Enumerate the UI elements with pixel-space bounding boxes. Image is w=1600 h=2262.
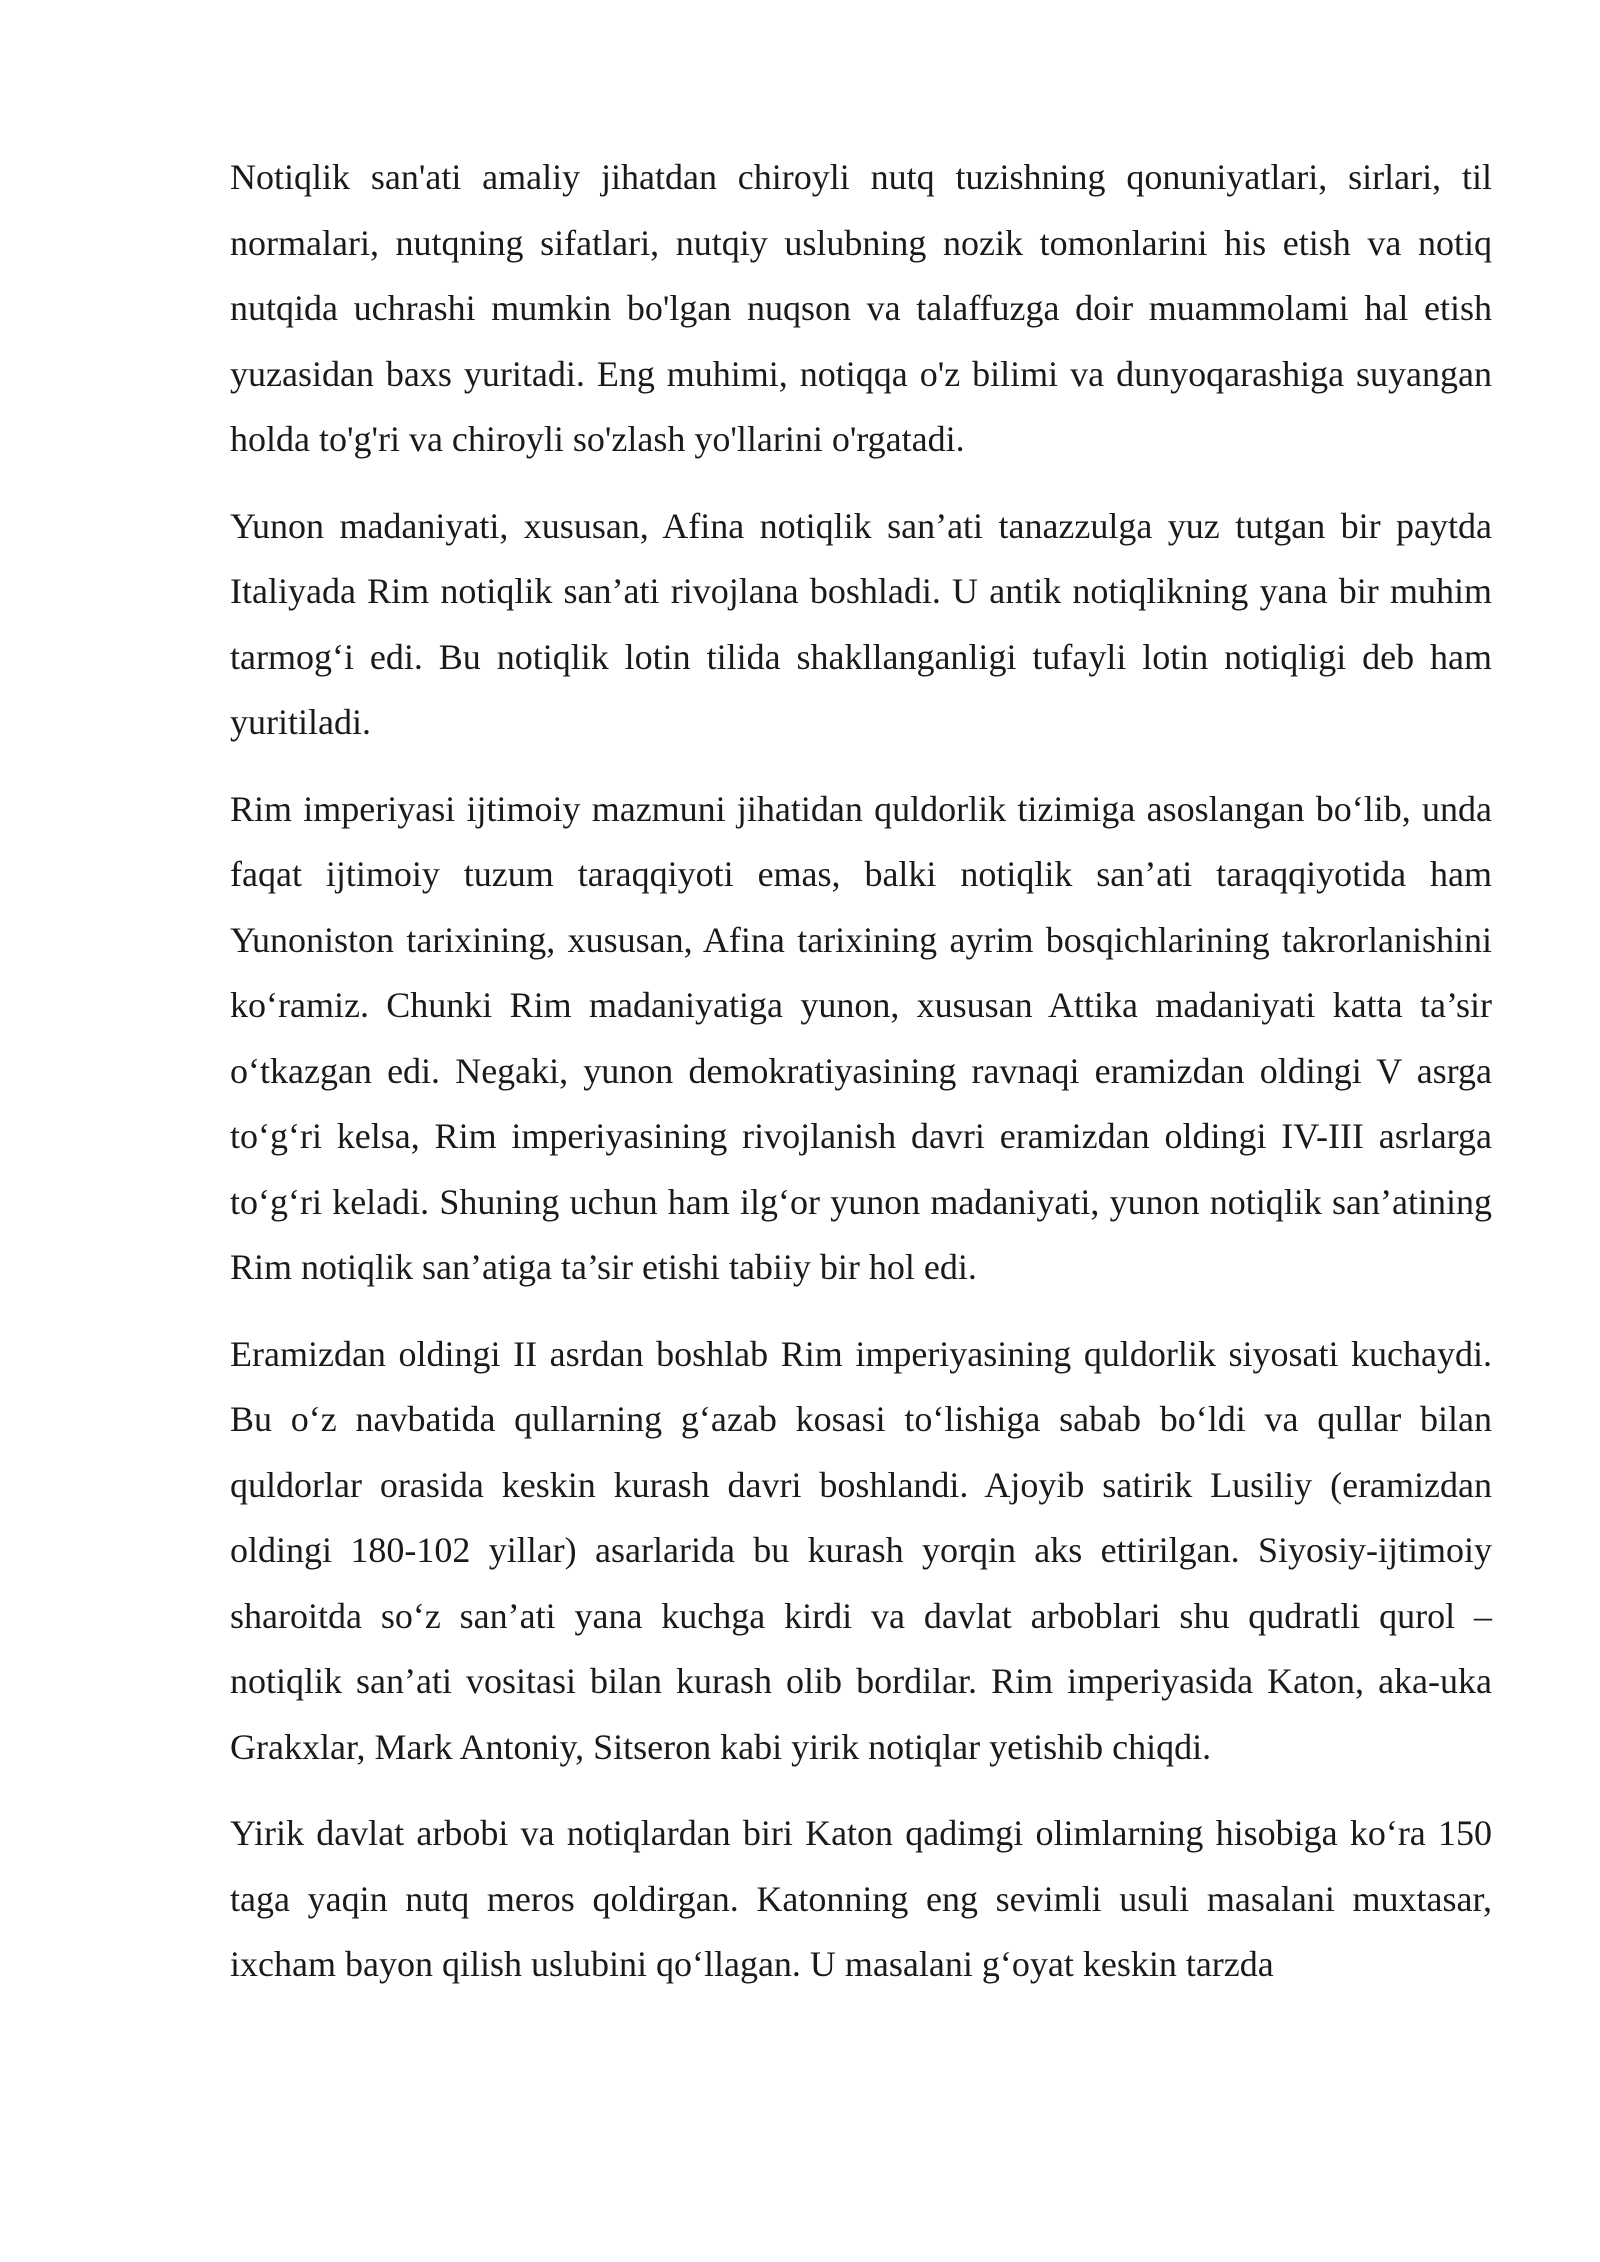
document-body — [230, 145, 1492, 1998]
paragraph-yirik-davlat-arbobi: Yirik davlat arbobi va notiqlardan biri Katon qadimgi olimlarning hisobiga ko‘ra 150 taga yaqin nutq meros qoldirgan. Katonning eng sevimli usuli masalani muxtasar, ixcham bayon qilish uslubini qo‘llagan. U masalani g‘oyat keskin tarzda — [230, 1813, 1492, 1984]
paragraph-eramizdan-oldingi: Eramizdan oldingi II asrdan boshlab Rim imperiyasining quldorlik siyosati kuchaydi. Bu o‘z navbatida qullarning g‘azab kosasi to‘lishiga sabab bo‘ldi va qullar bilan quldorlar orasida keskin kurash davri boshlandi. Ajoyib satirik Lusiliy (eramizdan oldingi 180-102 yillar) asarlarida bu kurash yorqin aks ettirilgan. Siyosiy-ijtimoiy sharoitda so‘z san’ati yana kuchga kirdi va davlat arboblari shu qudratli qurol – notiqlik san’ati vositasi bilan kurash olib bordilar. Rim imperiyasida Katon, aka-uka Grakxlar, Mark Antoniy, Sitseron kabi yirik notiqlar yetishib chiqdi. — [230, 1333, 1492, 1767]
paragraph-rim-imperiyasi: Rim imperiyasi ijtimoiy mazmuni jihatidan quldorlik tizimiga asoslangan bo‘lib, unda faqat ijtimoiy tuzum taraqqiyoti emas, balki notiqlik san’ati taraqqiyotida ham Yunoniston tarixining, xususan, Afina tarixining ayrim bosqichlarining takrorlanishini ko‘ramiz. Chunki Rim madaniyatiga yunon, xususan Attika madaniyati katta ta’sir o‘tkazgan edi. Negaki, yunon demokratiyasining ravnaqi eramizdan oldingi V asrga to‘g‘ri kelsa, Rim imperiyasining rivojlanish davri eramizdan oldingi IV-III asrlarga to‘g‘ri keladi. Shuning uchun ham ilg‘or yunon madaniyati, yunon notiqlik san’atining Rim notiqlik san’atiga ta’sir etishi tabiiy bir hol edi. — [230, 788, 1492, 1287]
paragraph-yunon-madaniyati: Yunon madaniyati, xususan, Afina notiqlik san’ati tanazzulga yuz tutgan bir paytda Italiyada Rim notiqlik san’ati rivojlana boshladi. U antik notiqlikning yana bir muhim tarmog‘i edi. Bu notiqlik lotin tilida shakllanganligi tufayli lotin notiqligi deb ham yuritiladi. — [230, 505, 1492, 742]
paragraph-notiqlik-sanati: Notiqlik san'ati amaliy jihatdan chiroyli nutq tuzishning qonuniyatlari, sirlari, til normalari, nutqning sifatlari, nutqiy uslubning nozik tomonlarini his etish va notiq nutqida uchrashi mumkin bo'lgan nuqson va talaffuzga doir muammolami hal etish yuzasidan baxs yuritadi. Eng muhimi, notiqqa o'z bilimi va dunyoqarashiga suyangan holda to'g'ri va chiroyli so'zlash yo'llarini o'rgatadi. — [230, 157, 1492, 459]
